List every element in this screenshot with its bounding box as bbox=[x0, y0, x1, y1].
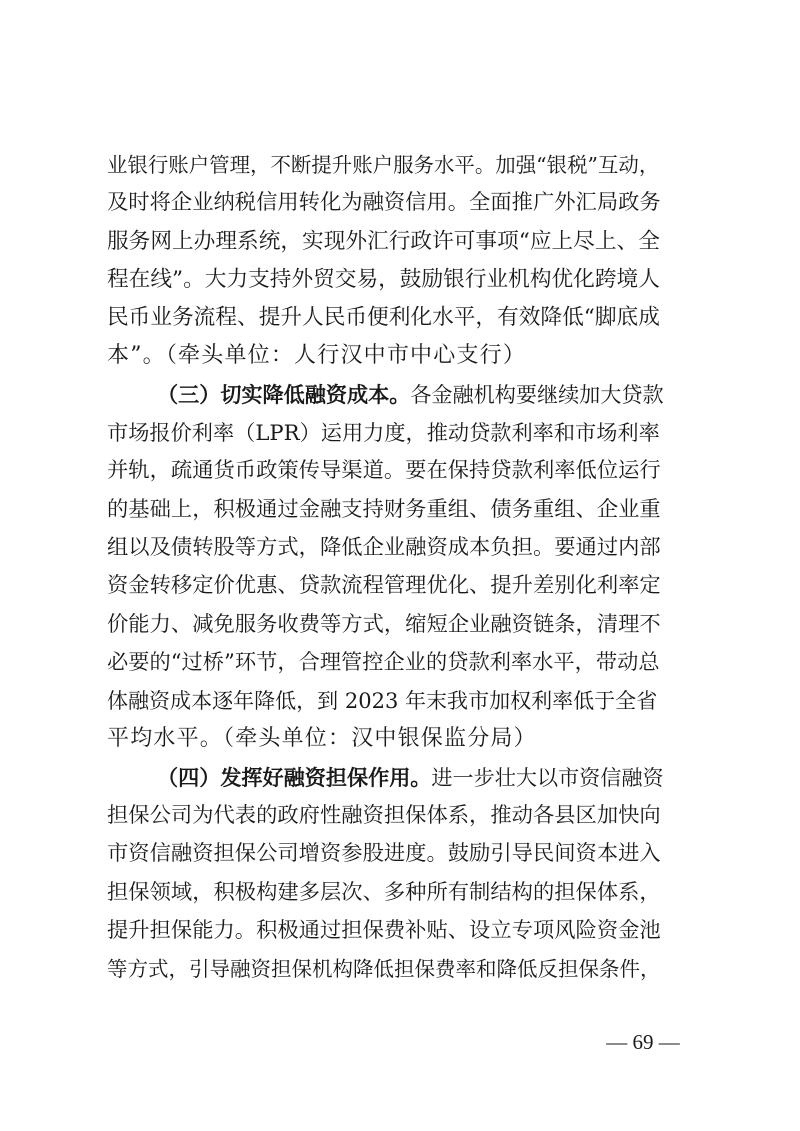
text-line: 平均水平。（牵头单位：汉中银保监分局） bbox=[107, 726, 537, 752]
text-line: 程在线”。大力支持外贸交易，鼓励银行业机构优化跨境人 bbox=[107, 266, 660, 292]
text-line: 组以及债转股等方式，降低企业融资成本负担。要通过内部 bbox=[107, 534, 661, 560]
text-line: 资金转移定价优惠、贷款流程管理优化、提升差别化利率定 bbox=[107, 573, 661, 599]
body-text bbox=[107, 146, 697, 989]
text-line: 体融资成本逐年降低，到 2023 年末我市加权利率低于全省 bbox=[107, 688, 658, 714]
text-line: 市资信融资担保公司增资参股进度。鼓励引导民间资本进入 bbox=[107, 841, 661, 867]
text-line: 等方式，引导融资担保机构降低担保费率和降低反担保条件， bbox=[107, 957, 661, 982]
text-line: 本”。（牵头单位：人行汉中市中心支行） bbox=[107, 343, 527, 369]
text-line: 价能力、减免服务收费等方式，缩短企业融资链条，清理不 bbox=[107, 611, 661, 637]
section-heading-line: （四）发挥好融资担保作用。进一步壮大以市资信融资 bbox=[157, 764, 664, 790]
text-line: 业银行账户管理，不断提升账户服务水平。加强“银税”互动， bbox=[107, 153, 660, 177]
section-heading-4: （四）发挥好融资担保作用。 bbox=[157, 764, 432, 790]
text-line: 提升担保能力。积极通过担保费补贴、设立专项风险资金池 bbox=[107, 917, 661, 943]
text-line: 并轨，疏通货币政策传导渠道。要在保持贷款利率低位运行 bbox=[107, 458, 661, 484]
text-line: 服务网上办理系统，实现外汇行政许可事项“应上尽上、全 bbox=[107, 228, 660, 254]
text-line: 民币业务流程、提升人民币便利化水平，有效降低“脚底成 bbox=[107, 305, 660, 331]
section-heading-3: （三）切实降低融资成本。 bbox=[157, 381, 411, 407]
section-heading-line: （三）切实降低融资成本。各金融机构要继续加大贷款 bbox=[157, 381, 664, 407]
text-line: 担保公司为代表的政府性融资担保体系，推动各县区加快向 bbox=[107, 803, 661, 829]
page-number: — 69 — bbox=[606, 1030, 680, 1054]
text-line: 的基础上，积极通过金融支持财务重组、债务重组、企业重 bbox=[107, 496, 661, 522]
text-line: 及时将企业纳税信用转化为融资信用。全面推广外汇局政务 bbox=[107, 190, 661, 216]
text-line: 市场报价利率（LPR）运用力度，推动贷款利率和市场利率 bbox=[107, 420, 660, 446]
text-line: 担保领域，积极构建多层次、多种所有制结构的担保体系， bbox=[107, 879, 661, 905]
text-line: 必要的“过桥”环节，合理管控企业的贷款利率水平，带动总 bbox=[107, 649, 660, 675]
